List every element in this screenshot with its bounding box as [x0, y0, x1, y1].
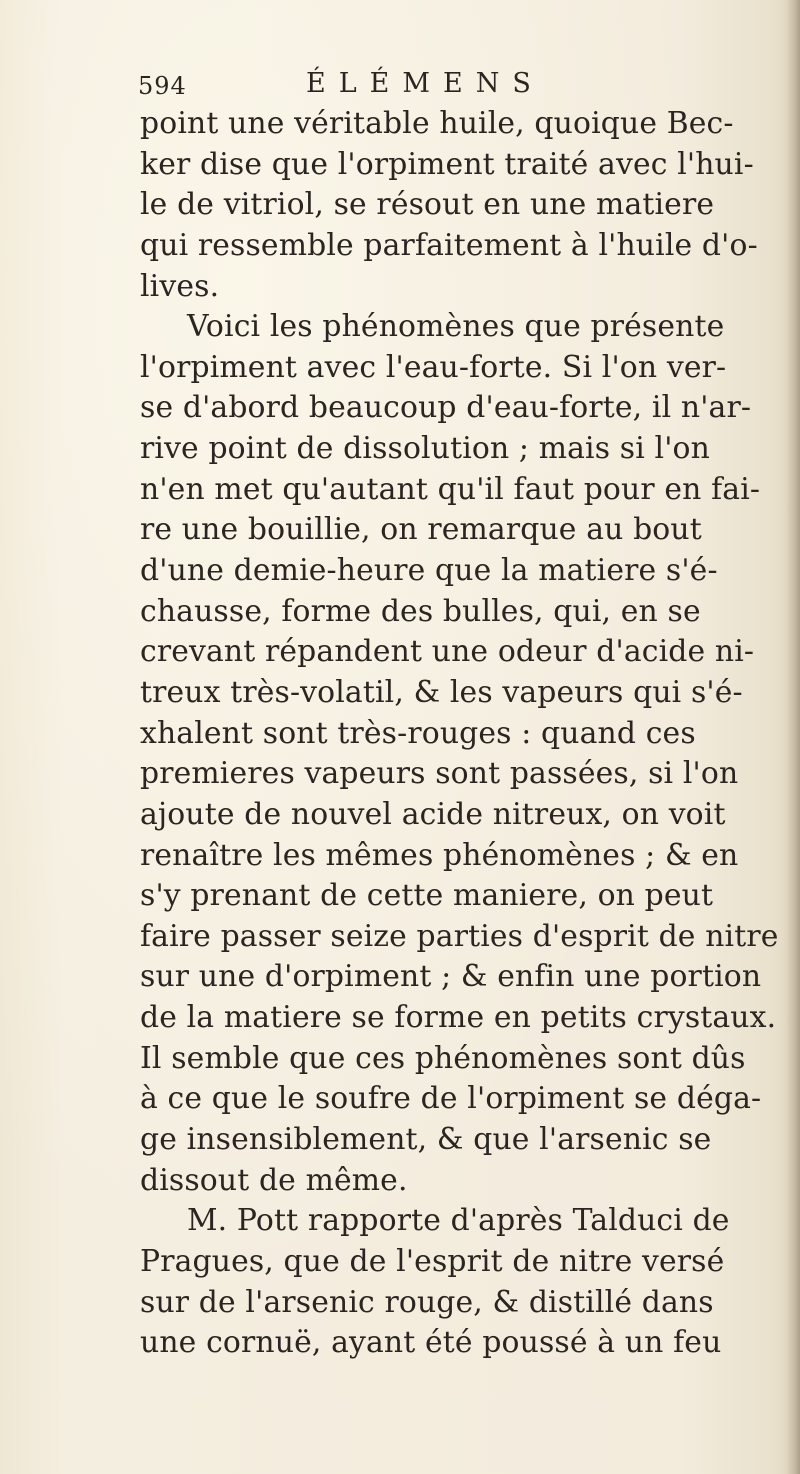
page-number: 594	[138, 72, 187, 100]
text-line: s'y prenant de cette maniere, on peut	[140, 878, 714, 914]
text-line: Pragues, que de l'esprit de nitre versé	[140, 1243, 725, 1279]
text-line: d'une demie-heure que la matiere s'é-	[140, 553, 718, 589]
text-line: dissout de même.	[140, 1162, 408, 1198]
text-line: une cornuë, ayant été poussé à un feu	[140, 1325, 722, 1361]
text-line: treux très-volatil, & les vapeurs qui s'é-	[140, 674, 743, 710]
text-line: Il semble que ces phénomènes sont dûs	[140, 1040, 746, 1076]
body-text	[140, 104, 800, 1364]
text-line: qui ressemble parfaitement à l'huile d'o-	[140, 227, 758, 263]
text-line: lives.	[140, 268, 220, 304]
text-line: sur une d'orpiment ; & enfin une portion	[140, 959, 762, 995]
text-line: sur de l'arsenic rouge, & distillé dans	[140, 1284, 714, 1320]
text-line: ge insensiblement, & que l'arsenic se	[140, 1122, 712, 1158]
text-line: ker dise que l'orpiment traité avec l'hui-	[140, 146, 754, 182]
paragraph-start-line: M. Pott rapporte d'après Talduci de	[187, 1203, 730, 1239]
text-line: le de vitriol, se résout en une matiere	[140, 187, 715, 223]
text-line: renaître les mêmes phénomènes ; & en	[140, 837, 739, 873]
text-line: de la matiere se forme en petits crystaux.	[140, 1000, 777, 1036]
text-line: re une bouillie, on remarque au bout	[140, 512, 702, 548]
text-line: chausse, forme des bulles, qui, en se	[140, 593, 701, 629]
text-line: à ce que le soufre de l'orpiment se déga-	[140, 1081, 762, 1117]
text-line: faire passer seize parties d'esprit de nitre	[140, 918, 779, 954]
paragraph-start-line: Voici les phénomènes que présente	[187, 309, 725, 345]
running-title: ÉLÉMENS	[306, 68, 544, 99]
text-line: se d'abord beaucoup d'eau-forte, il n'ar-	[140, 390, 752, 426]
text-line: n'en met qu'autant qu'il faut pour en fai-	[140, 471, 761, 507]
text-line: point une véritable huile, quoique Bec-	[140, 106, 734, 141]
text-line: crevant répandent une odeur d'acide ni-	[140, 634, 755, 670]
running-head	[138, 52, 658, 102]
text-line: premieres vapeurs sont passées, si l'on	[140, 756, 739, 792]
text-line: xhalent sont très-rouges : quand ces	[140, 715, 696, 751]
text-line: rive point de dissolution ; mais si l'on	[140, 431, 710, 467]
text-line: ajoute de nouvel acide nitreux, on voit	[140, 796, 726, 832]
text-line: l'orpiment avec l'eau-forte. Si l'on ver-	[140, 349, 727, 385]
